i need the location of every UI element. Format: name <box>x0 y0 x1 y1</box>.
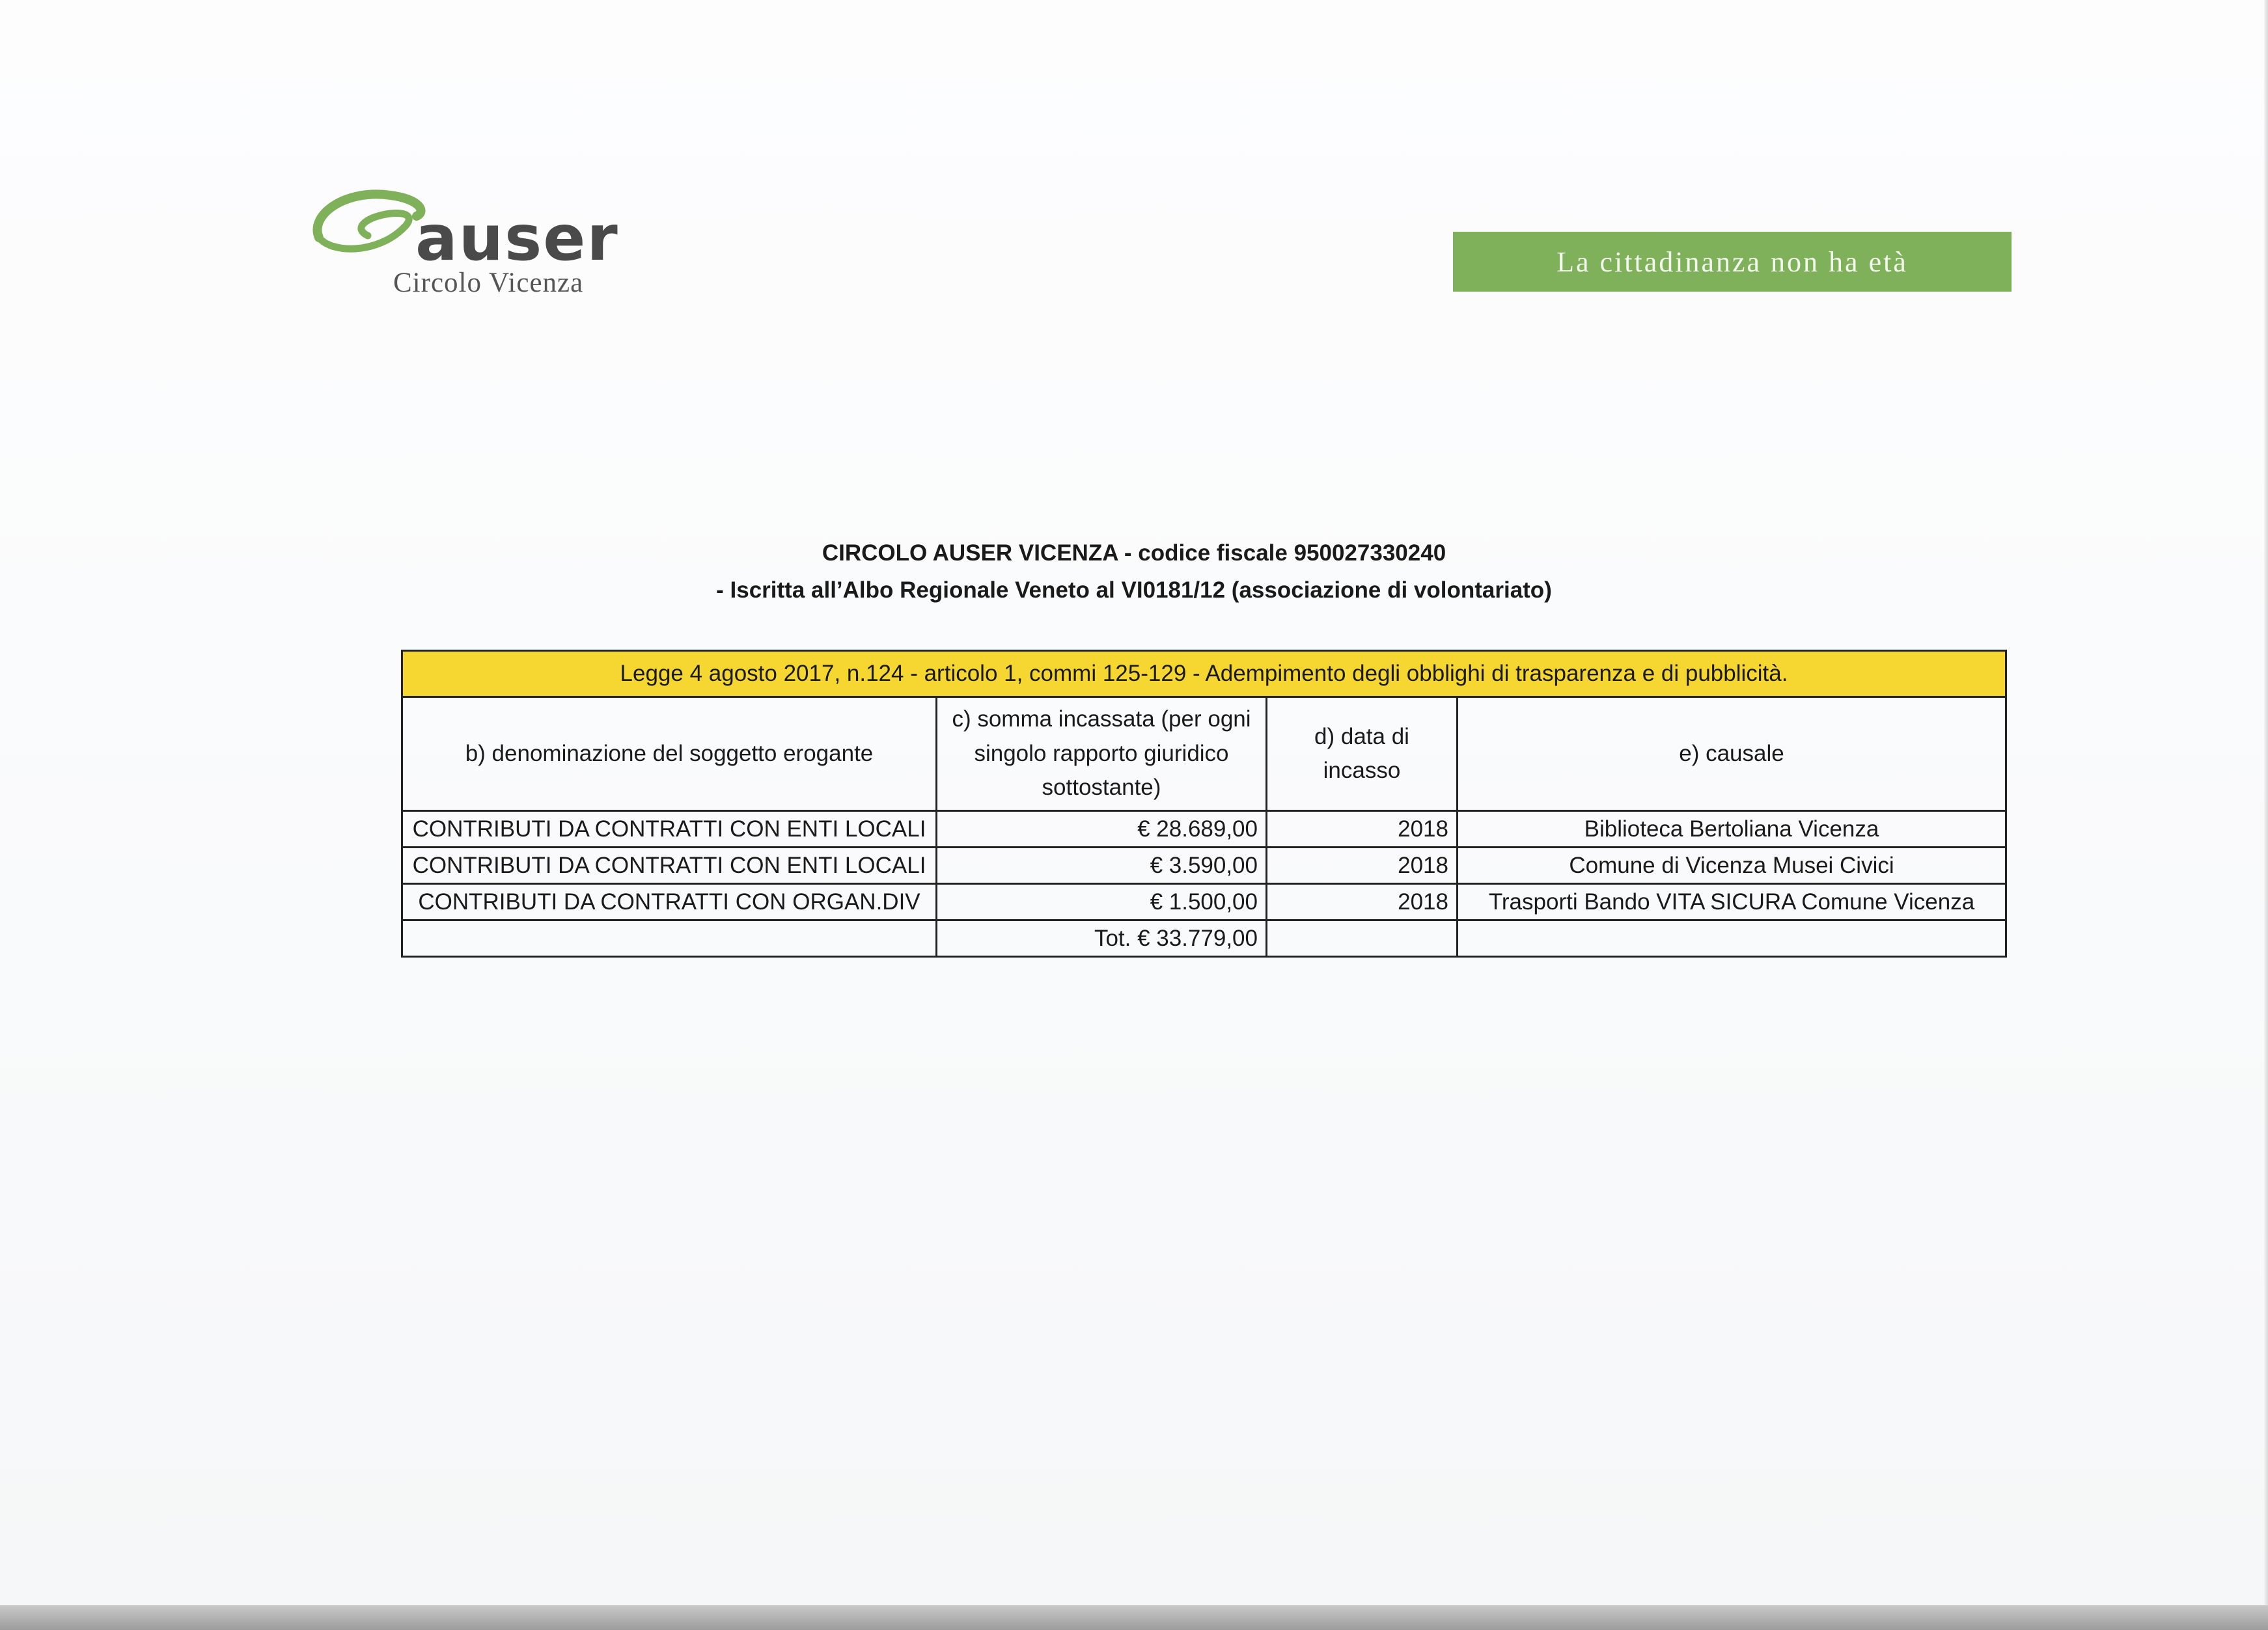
cell-soggetto: CONTRIBUTI DA CONTRATTI CON ENTI LOCALI <box>402 848 937 884</box>
table-row <box>402 811 2006 848</box>
total-empty-cell <box>1458 920 2006 957</box>
cell-data: 2018 <box>1267 884 1458 920</box>
scanner-bottom-edge <box>0 1605 2268 1630</box>
document-title: CIRCOLO AUSER VICENZA - codice fiscale 950027330240 <box>822 540 1446 566</box>
cell-data: 2018 <box>1267 811 1458 848</box>
cell-causale: Biblioteca Bertoliana Vicenza <box>1458 811 2006 848</box>
cell-somma: € 28.689,00 <box>937 811 1267 848</box>
cell-soggetto: CONTRIBUTI DA CONTRATTI CON ORGAN.DIV <box>402 884 937 920</box>
law-banner: Legge 4 agosto 2017, n.124 - articolo 1, commi 125-129 - Adempimento degli obblighi di trasparenza e di pubblicità. <box>402 651 2006 697</box>
slogan-banner: La cittadinanza non ha età <box>1453 232 2012 292</box>
header-somma: c) somma incassata (per ogni singolo rapporto giuridico sottostante) <box>937 697 1267 811</box>
auser-logo <box>306 176 671 306</box>
cell-data: 2018 <box>1267 848 1458 884</box>
total-amount: Tot. € 33.779,00 <box>937 920 1267 957</box>
total-empty-cell <box>1267 920 1458 957</box>
table-row <box>402 884 2006 920</box>
logo-wordmark: auser <box>415 202 619 275</box>
document-subtitle: - Iscritta all’Albo Regionale Veneto al VI0181/12 (associazione di volontariato) <box>716 577 1552 603</box>
table-row <box>402 848 2006 884</box>
logo-subtitle: Circolo Vicenza <box>393 268 584 298</box>
cell-causale: Comune di Vicenza Musei Civici <box>1458 848 2006 884</box>
header-causale: e) causale <box>1458 697 2006 811</box>
cell-soggetto: CONTRIBUTI DA CONTRATTI CON ENTI LOCALI <box>402 811 937 848</box>
scan-edge-right <box>2264 0 2268 1608</box>
total-row <box>402 920 2006 957</box>
total-empty-cell <box>402 920 937 957</box>
cell-somma: € 1.500,00 <box>937 884 1267 920</box>
header-data: d) data di incasso <box>1267 697 1458 811</box>
transparency-table <box>401 650 2007 958</box>
header-soggetto: b) denominazione del soggetto erogante <box>402 697 937 811</box>
cell-somma: € 3.590,00 <box>937 848 1267 884</box>
cell-causale: Trasporti Bando VITA SICURA Comune Vicenza <box>1458 884 2006 920</box>
